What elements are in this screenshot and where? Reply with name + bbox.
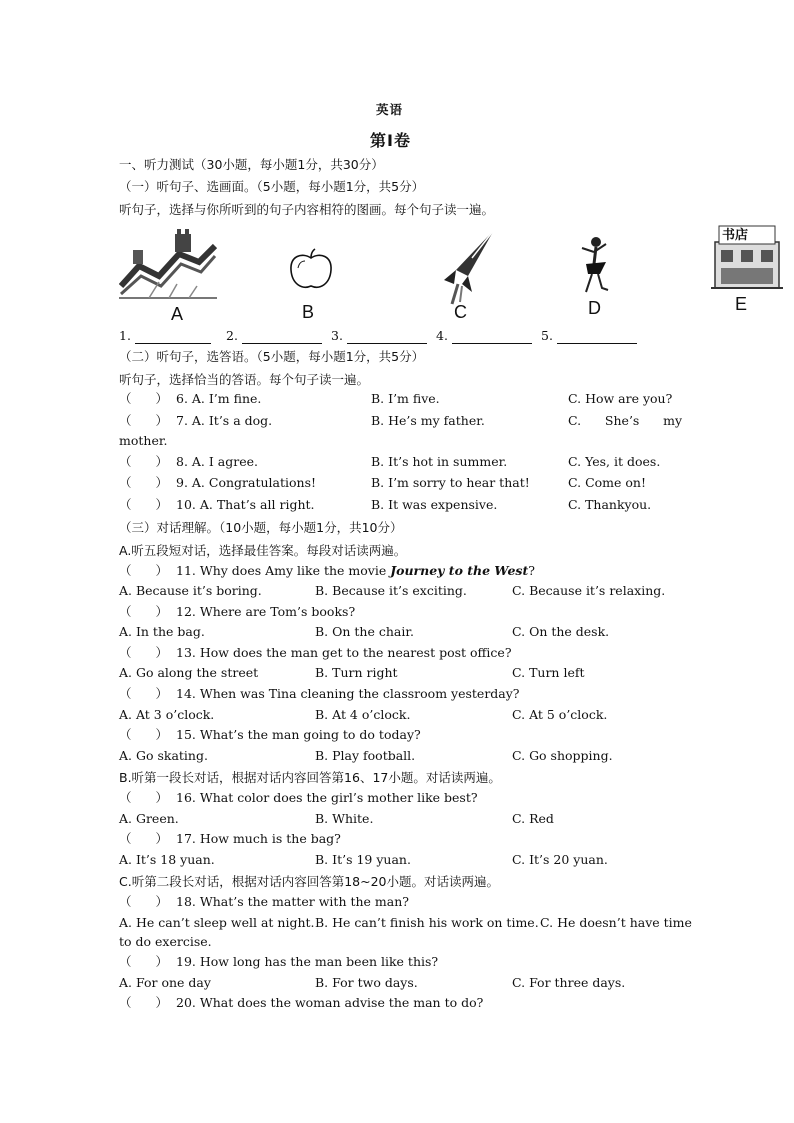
movie-title: Journey to the West bbox=[390, 563, 529, 578]
question-19-option-b: B. For two days. bbox=[315, 975, 418, 990]
part3-sub-c: C.听第二段长对话，根据对话内容回答第18~20小题。对话读两遍。 bbox=[119, 874, 499, 889]
paren-14[interactable]: （ ） bbox=[119, 686, 169, 701]
question-11-option-c: C. Because it’s relaxing. bbox=[512, 583, 666, 598]
question-14-option-a: A. At 3 o’clock. bbox=[119, 707, 215, 722]
question-8-option-a: 8. A. I agree. bbox=[176, 454, 258, 469]
rocket-icon bbox=[442, 228, 498, 306]
question-6-option-b: B. I’m five. bbox=[371, 391, 440, 406]
part3-heading: （三）对话理解。（10小题，每小题1分，共10分） bbox=[119, 520, 403, 535]
paren-16[interactable]: （ ） bbox=[119, 790, 169, 805]
answer-blank-2[interactable]: 2. bbox=[226, 328, 322, 344]
question-16-option-b: B. White. bbox=[315, 811, 374, 826]
question-14-option-b: B. At 4 o’clock. bbox=[315, 707, 411, 722]
question-18-option-b: B. He can’t finish his work on time. bbox=[315, 915, 539, 930]
paren-19[interactable]: （ ） bbox=[119, 954, 169, 969]
question-12: 12. Where are Tom’s books? bbox=[176, 604, 356, 619]
question-13-option-b: B. Turn right bbox=[315, 665, 398, 680]
question-16-option-a: A. Green. bbox=[119, 811, 179, 826]
paren-10[interactable]: （ ） bbox=[119, 497, 169, 512]
part2-heading: （二）听句子，选答语。（5小题，每小题1分，共5分） bbox=[119, 349, 425, 364]
question-19-option-c: C. For three days. bbox=[512, 975, 626, 990]
part1-instruction: 听句子，选择与你所听到的句子内容相符的图画。每个句子读一遍。 bbox=[119, 202, 495, 217]
question-12-option-c: C. On the desk. bbox=[512, 624, 610, 639]
question-8-option-c: C. Yes, it does. bbox=[568, 454, 661, 469]
question-16-option-c: C. Red bbox=[512, 811, 554, 826]
question-15-option-a: A. Go skating. bbox=[119, 748, 208, 763]
question-13: 13. How does the man get to the nearest post office? bbox=[176, 645, 512, 660]
paren-6[interactable]: （ ） bbox=[119, 391, 169, 406]
page-title: 英语 bbox=[376, 102, 404, 117]
page-subtitle: 第I卷 bbox=[370, 131, 411, 150]
dancer-icon bbox=[574, 236, 614, 294]
paren-12[interactable]: （ ） bbox=[119, 604, 169, 619]
question-6-option-c: C. How are you? bbox=[568, 391, 673, 406]
question-19-option-a: A. For one day bbox=[119, 975, 211, 990]
question-9-option-a: 9. A. Congratulations! bbox=[176, 475, 317, 490]
paren-18[interactable]: （ ） bbox=[119, 894, 169, 909]
answer-blank-3[interactable]: 3. bbox=[331, 328, 427, 344]
question-17-option-c: C. It’s 20 yuan. bbox=[512, 852, 608, 867]
question-8-option-b: B. It’s hot in summer. bbox=[371, 454, 508, 469]
question-6-option-a: 6. A. I’m fine. bbox=[176, 391, 262, 406]
question-7-option-b: B. He’s my father. bbox=[371, 413, 485, 428]
section-heading: 一、听力测试（30小题，每小题1分，共30分） bbox=[119, 157, 384, 172]
paren-20[interactable]: （ ） bbox=[119, 995, 169, 1010]
question-9-option-b: B. I’m sorry to hear that! bbox=[371, 475, 530, 490]
picture-label-e: E bbox=[735, 294, 748, 314]
part2-instruction: 听句子，选择恰当的答语。每个句子读一遍。 bbox=[119, 372, 370, 387]
paren-8[interactable]: （ ） bbox=[119, 454, 169, 469]
question-10-option-c: C. Thankyou. bbox=[568, 497, 652, 512]
part3-sub-b: B.听第一段长对话，根据对话内容回答第16、17小题。对话读两遍。 bbox=[119, 770, 501, 785]
answer-blank-1[interactable]: 1. bbox=[119, 328, 211, 344]
question-19: 19. How long has the man been like this? bbox=[176, 954, 439, 969]
question-17: 17. How much is the bag? bbox=[176, 831, 341, 846]
question-13-option-a: A. Go along the street bbox=[119, 665, 259, 680]
paren-17[interactable]: （ ） bbox=[119, 831, 169, 846]
question-18-option-c: C. He doesn’t have time bbox=[540, 915, 692, 930]
question-9-option-c: C. Come on! bbox=[568, 475, 646, 490]
question-12-option-b: B. On the chair. bbox=[315, 624, 414, 639]
picture-label-a: A bbox=[171, 304, 184, 324]
question-15-option-b: B. Play football. bbox=[315, 748, 416, 763]
question-7-option-c: C. She’s my bbox=[568, 413, 683, 428]
question-11: 11. Why does Amy like the movie Journey to the West? bbox=[176, 563, 535, 578]
paren-11[interactable]: （ ） bbox=[119, 563, 169, 578]
great-wall-icon bbox=[119, 226, 217, 300]
question-13-option-c: C. Turn left bbox=[512, 665, 585, 680]
paren-13[interactable]: （ ） bbox=[119, 645, 169, 660]
question-11-option-a: A. Because it’s boring. bbox=[119, 583, 262, 598]
question-7-option-a: 7. A. It’s a dog. bbox=[176, 413, 273, 428]
question-14: 14. When was Tina cleaning the classroom yesterday? bbox=[176, 686, 520, 701]
question-18: 18. What’s the matter with the man? bbox=[176, 894, 409, 909]
question-12-option-a: A. In the bag. bbox=[119, 624, 205, 639]
question-17-option-a: A. It’s 18 yuan. bbox=[119, 852, 215, 867]
question-20: 20. What does the woman advise the man to do? bbox=[176, 995, 484, 1010]
answer-blank-5[interactable]: 5. bbox=[541, 328, 637, 344]
question-10-option-b: B. It was expensive. bbox=[371, 497, 498, 512]
picture-label-c: C bbox=[454, 302, 467, 322]
question-18-option-a: A. He can’t sleep well at night. bbox=[119, 915, 315, 930]
paren-15[interactable]: （ ） bbox=[119, 727, 169, 742]
question-16: 16. What color does the girl’s mother like best? bbox=[176, 790, 478, 805]
apple-icon bbox=[288, 248, 334, 292]
question-7-option-c-cont: mother. bbox=[119, 433, 168, 448]
paren-9[interactable]: （ ） bbox=[119, 475, 169, 490]
question-18-option-c-cont: to do exercise. bbox=[119, 934, 212, 949]
question-10-option-a: 10. A. That’s all right. bbox=[176, 497, 315, 512]
answer-blank-4[interactable]: 4. bbox=[436, 328, 532, 344]
question-14-option-c: C. At 5 o’clock. bbox=[512, 707, 608, 722]
question-17-option-b: B. It’s 19 yuan. bbox=[315, 852, 411, 867]
question-11-option-b: B. Because it’s exciting. bbox=[315, 583, 467, 598]
question-15: 15. What’s the man going to do today? bbox=[176, 727, 421, 742]
picture-label-b: B bbox=[302, 302, 315, 322]
bookstore-sign: 书店 bbox=[722, 228, 749, 243]
part1-heading: （一）听句子、选画面。（5小题，每小题1分，共5分） bbox=[119, 179, 425, 194]
question-15-option-c: C. Go shopping. bbox=[512, 748, 613, 763]
paren-7[interactable]: （ ） bbox=[119, 413, 169, 428]
picture-label-d: D bbox=[588, 298, 601, 318]
part3-sub-a: A.听五段短对话，选择最佳答案。每段对话读两遍。 bbox=[119, 543, 407, 558]
